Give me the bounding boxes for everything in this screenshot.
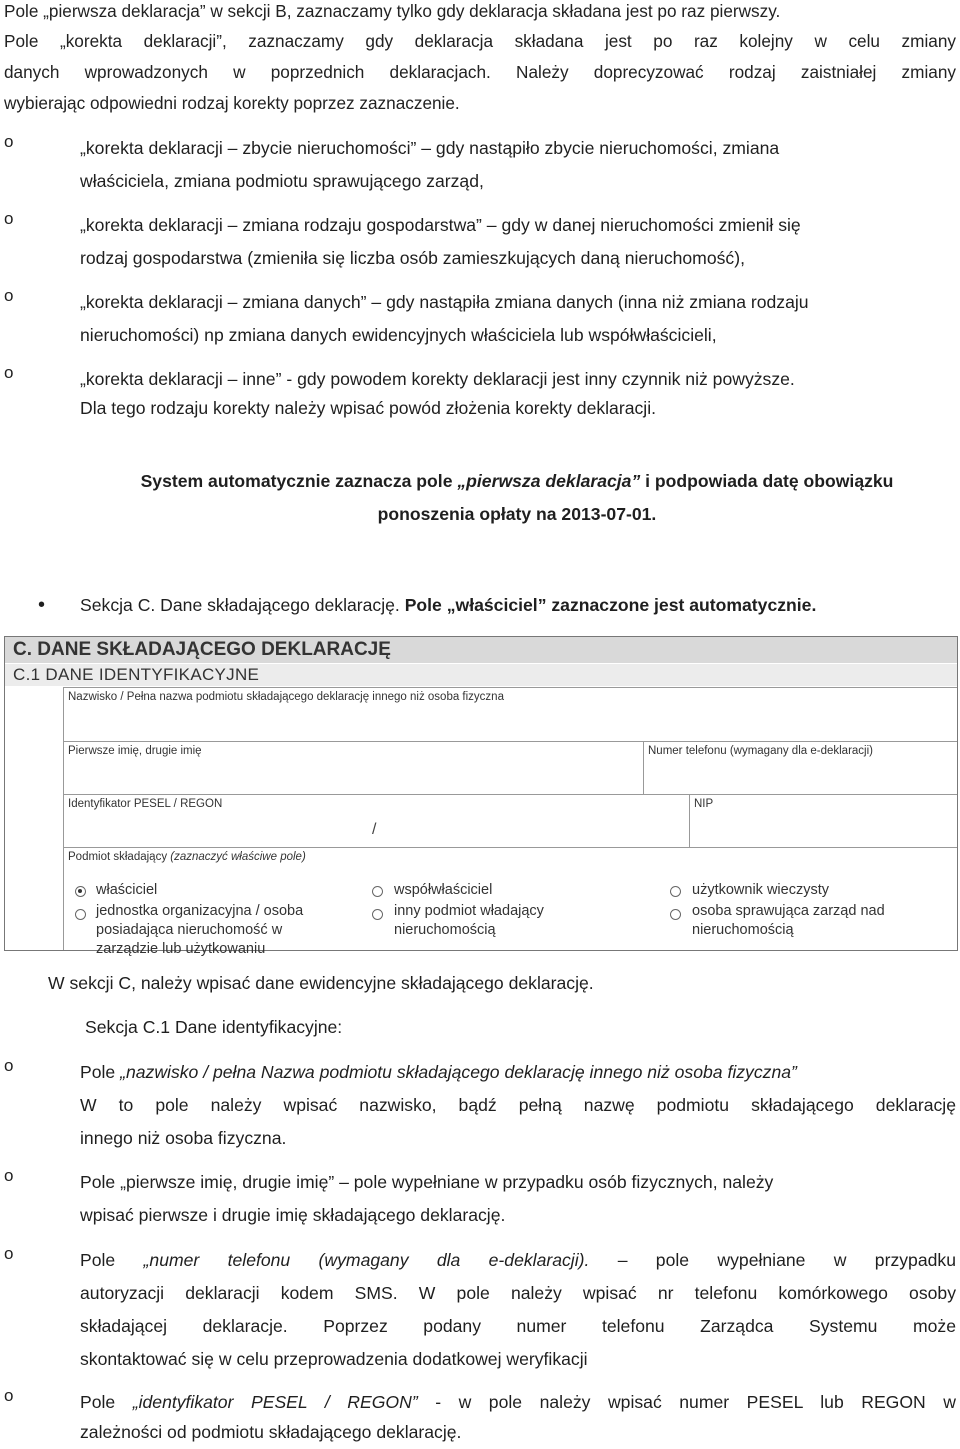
option-label-wspolwlasciciel: współwłaściciel (394, 882, 493, 898)
list-item-line-2: zależności od podmiotu składającego deklarację. (80, 1422, 462, 1442)
bullet-dot: • (38, 594, 46, 616)
pesel-field[interactable] (63, 794, 689, 847)
after-form-line-1: W sekcji C, należy wpisać dane ewidencyjne składającego deklarację. (48, 973, 594, 993)
system-note (0, 465, 960, 531)
option-label-osoba-sprawujaca-zarzad: osoba sprawująca zarząd nad nieruchomością (692, 903, 885, 938)
system-note-field-name: „pierwsza deklaracja” (457, 471, 641, 491)
list-item-line-2: wpisać pierwsze i drugie imię składającego deklarację. (80, 1205, 506, 1225)
list-item-line-2: nieruchomości) np zmiana danych ewidencyjnych właściciela lub współwłaścicieli, (80, 325, 717, 345)
list-bullet: o (4, 363, 14, 382)
list-bullet: o (4, 132, 14, 151)
list-item-line-4: skontaktować się w celu przeprowadzenia dodatkowej weryfikacji (80, 1349, 588, 1369)
list-item-line-1: Pole „nazwisko / pełna Nazwa podmiotu składającego deklarację innego niż osoba fizyczna” (80, 1062, 797, 1082)
list-item-line-1: „korekta deklaracji – zbycie nieruchomości” – gdy nastąpiło zbycie nieruchomości, zmiana (80, 138, 780, 158)
list-item-line-1: „korekta deklaracji – zmiana rodzaju gospodarstwa” – gdy w danej nieruchomości zmienił się (80, 215, 801, 235)
first-name-field[interactable] (63, 741, 643, 794)
subject-field (63, 847, 957, 957)
list-item-line-2: rodzaj gospodarstwa (zmieniła się liczba osób zamieszkujących daną nieruchomość), (80, 248, 745, 268)
section-c-bold: Pole „właściciel” zaznaczone jest automatycznie. (404, 595, 817, 615)
nip-field-label: NIP (694, 798, 714, 810)
list-item-line-1: Pole „pierwsze imię, drugie imię” – pole wypełniane w przypadku osób fizycznych, należy (80, 1172, 774, 1192)
form-header: C. DANE SKŁADAJĄCEGO DEKLARACJĘ (5, 637, 957, 663)
list-bullet: o (4, 209, 14, 228)
intro-line-1: Pole „pierwsza deklaracja” w sekcji B, zaznaczamy tylko gdy deklaracja składana jest po raz pierwszy. (4, 1, 781, 21)
list-item-line-2: W to pole należy wpisać nazwisko, bądź pełną nazwę podmiotu składającego deklarację (80, 1095, 956, 1115)
option-label-inny-podmiot: inny podmiot władający nieruchomością (394, 903, 544, 938)
intro-line-3: danych wprowadzonych w poprzednich deklaracjach. Należy doprecyzować rodzaj zaistniałej zmiany (4, 62, 956, 82)
radio-uzytkownik-wieczysty[interactable] (670, 886, 681, 897)
section-c-text: Sekcja C. Dane składającego deklarację. (80, 595, 405, 615)
list-item-line-1: „korekta deklaracji – inne” - gdy powodem korekty deklaracji jest inny czynnik niż powyższe. (80, 369, 795, 389)
radio-inny-podmiot[interactable] (372, 909, 383, 920)
intro-line-4: wybierając odpowiedni rodzaj korekty poprzez zaznaczenie. (4, 93, 460, 113)
radio-osoba-sprawujaca-zarzad[interactable] (670, 909, 681, 920)
name-field-label: Nazwisko / Pełna nazwa podmiotu składającego deklarację innego niż osoba fizyczna (68, 691, 504, 703)
list-item-line-3: innego niż osoba fizyczna. (80, 1128, 287, 1148)
radio-wlasciciel[interactable] (75, 886, 86, 897)
after-form-line-2: Sekcja C.1 Dane identyfikacyjne: (85, 1017, 343, 1037)
option-label-uzytkownik-wieczysty: użytkownik wieczysty (692, 882, 829, 898)
form-subheader: C.1 DANE IDENTYFIKACYJNE (5, 664, 957, 686)
option-label-jednostka-organizacyjna: jednostka organizacyjna / osoba posiadająca nieruchomość w zarządzie lub użytkowaniu (96, 903, 304, 957)
list-bullet: o (4, 286, 14, 305)
list-item-line-1: Pole „numer telefonu (wymagany dla e-deklaracji). – pole wypełniane w przypadku (80, 1250, 956, 1270)
list-item-line-1: „korekta deklaracji – zmiana danych” – gdy nastąpiła zmiana danych (inna niż zmiana rodzaju (80, 292, 809, 312)
phone-field-label: Numer telefonu (wymagany dla e-deklaracji) (648, 745, 873, 757)
pesel-field-value: / (372, 821, 377, 838)
list-item-line-2: Dla tego rodzaju korekty należy wpisać powód złożenia korekty deklaracji. (80, 398, 656, 418)
system-note-line-2: ponoszenia opłaty na 2013-07-01. (377, 504, 657, 524)
list-bullet: o (4, 1244, 14, 1263)
radio-jednostka-organizacyjna[interactable] (75, 909, 86, 920)
first-name-field-label: Pierwsze imię, drugie imię (68, 745, 202, 757)
pesel-field-label: Identyfikator PESEL / REGON (68, 798, 223, 810)
list-item-line-2: właściciela, zmiana podmiotu sprawującego zarząd, (80, 171, 484, 191)
phone-field[interactable] (643, 741, 957, 794)
list-bullet: o (4, 1386, 14, 1405)
list-item-line-1: Pole „identyfikator PESEL / REGON” - w pole należy wpisać numer PESEL lub REGON w (80, 1392, 956, 1412)
form-section-c (4, 636, 958, 957)
radio-wspolwlasciciel[interactable] (372, 886, 383, 897)
option-label-wlasciciel: właściciel (96, 882, 158, 898)
intro-line-2: Pole „korekta deklaracji”, zaznaczamy gdy deklaracja składana jest po raz kolejny w celu zmiany (4, 31, 956, 51)
list-bullet: o (4, 1166, 14, 1185)
nip-field[interactable] (689, 794, 957, 847)
list-item-line-2: autoryzacji deklaracji kodem SMS. W pole należy wpisać nr telefonu komórkowego osoby (80, 1283, 956, 1303)
system-note-line-1: System automatycznie zaznacza pole „pierwsza deklaracja” i podpowiada datę obowiązku (140, 471, 894, 491)
subject-field-label: Podmiot składający (zaznaczyć właściwe pole) (68, 851, 306, 863)
list-item-line-3: składającej deklaracje. Poprzez podany numer telefonu Zarządca Systemu może (80, 1316, 956, 1336)
name-field[interactable] (63, 687, 957, 741)
list-bullet: o (4, 1056, 14, 1075)
